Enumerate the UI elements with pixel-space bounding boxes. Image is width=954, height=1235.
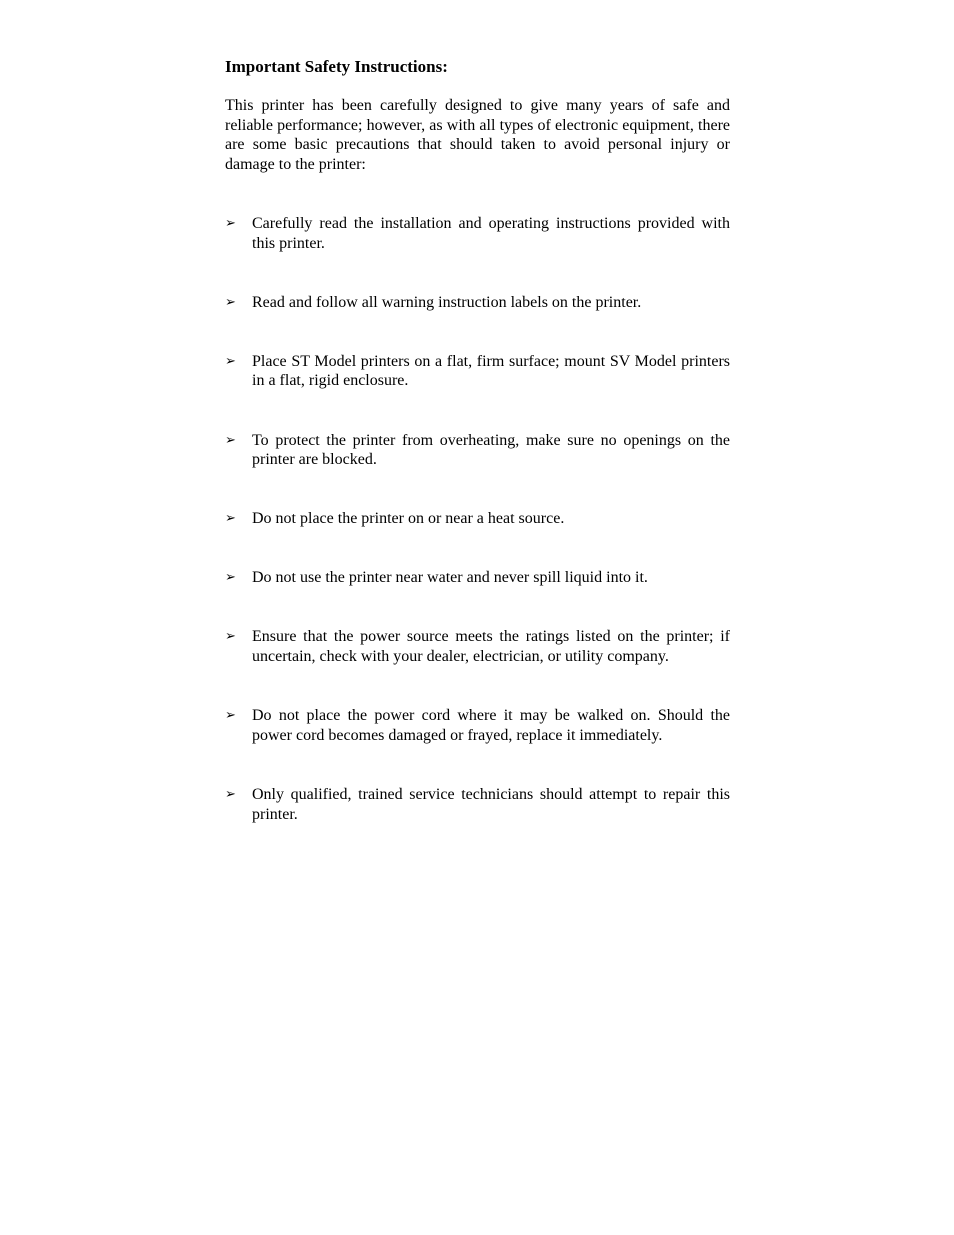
list-item xyxy=(225,293,730,313)
list-item xyxy=(225,431,730,470)
arrowhead-bullet-icon: ➢ xyxy=(225,629,236,645)
document-title: Important Safety Instructions: xyxy=(225,57,448,76)
arrowhead-bullet-icon: ➢ xyxy=(225,432,236,448)
list-item-text: Only qualified, trained service technicians should attempt to repair this printer. xyxy=(252,786,730,823)
arrowhead-bullet-icon: ➢ xyxy=(225,570,236,586)
list-item-text: Do not place the power cord where it may be walked on. Should the power cord becomes damaged or frayed, replace it immediately. xyxy=(252,707,730,744)
list-item-text: Do not place the printer on or near a heat source. xyxy=(252,510,565,528)
list-item-text: Do not use the printer near water and never spill liquid into it. xyxy=(252,569,648,587)
list-item xyxy=(225,568,730,588)
list-item xyxy=(225,785,730,824)
arrowhead-bullet-icon: ➢ xyxy=(225,353,236,369)
document-page xyxy=(225,56,730,864)
arrowhead-bullet-icon: ➢ xyxy=(225,511,236,527)
arrowhead-bullet-icon: ➢ xyxy=(225,215,236,231)
list-item xyxy=(225,509,730,529)
list-item xyxy=(225,627,730,666)
safety-instruction-list xyxy=(225,214,730,825)
list-item-text: Read and follow all warning instruction labels on the printer. xyxy=(252,293,642,311)
list-item xyxy=(225,706,730,745)
list-item-text: Carefully read the installation and operating instructions provided with this printer. xyxy=(252,214,730,252)
list-item-text: Place ST Model printers on a flat, firm surface; mount SV Model printers in a flat, rigid enclosure. xyxy=(252,352,730,390)
arrowhead-bullet-icon: ➢ xyxy=(225,787,236,803)
arrowhead-bullet-icon: ➢ xyxy=(225,294,236,310)
list-item xyxy=(225,214,730,253)
list-item-text: To protect the printer from overheating, make sure no openings on the printer are blocked. xyxy=(252,431,730,469)
list-item-text: Ensure that the power source meets the ratings listed on the printer; if uncertain, check with your dealer, electrician, or utility company. xyxy=(252,628,730,666)
arrowhead-bullet-icon: ➢ xyxy=(225,708,236,724)
intro-paragraph: This printer has been carefully designed to give many years of safe and reliable performance; however, as with all types of electronic equipment, there are some basic precautions that should taken to avoid personal injury or damage to the printer: xyxy=(225,97,730,174)
list-item xyxy=(225,352,730,391)
